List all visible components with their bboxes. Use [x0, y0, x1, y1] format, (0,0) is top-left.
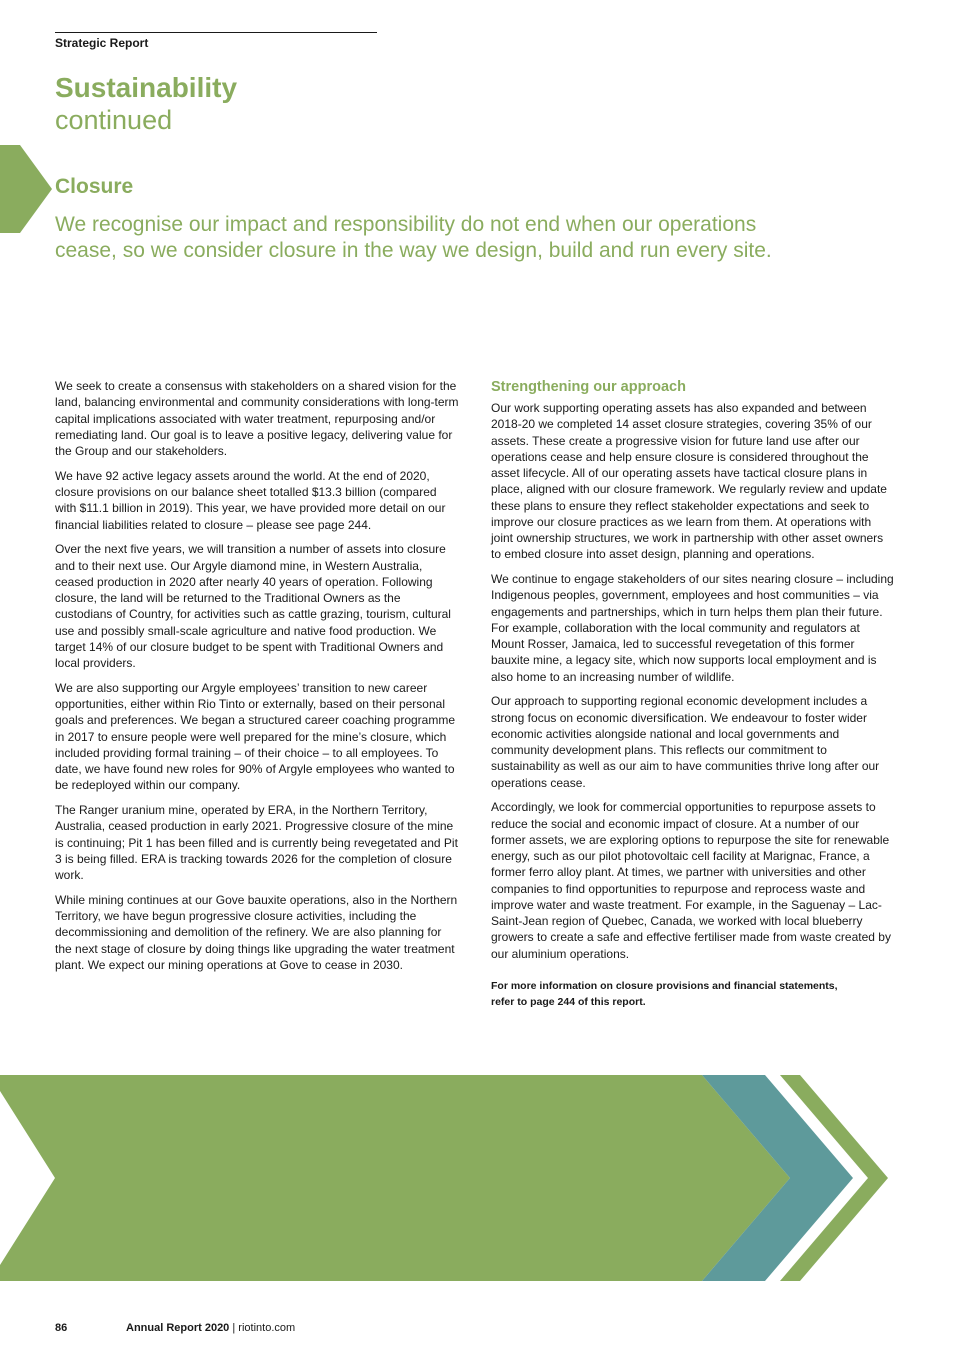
closure-intro: We recognise our impact and responsibility do not end when our operations cease, so we consider closure in the way we design, build and run every site.: [55, 213, 772, 262]
paragraph: Our approach to supporting regional economic development includes a strong focus on economic diversification. We endeavour to foster wider economic activities alongside national and local governments and community development plans. This reflects our commitment to sustainability as well as our aim to have communities thrive long after our operations cease.: [491, 694, 880, 790]
section-label: Strategic Report: [55, 36, 149, 50]
page-number: 86: [55, 1322, 68, 1334]
paragraph: We have 92 active legacy assets around the world. At the end of 2020, closure provisions on our balance sheet totalled $13.3 billion (compared with $11.1 billion in 2019). This year, we have provided more detail on our financial liabilities related to closure – please see page 244.: [55, 468, 446, 532]
right-column: [491, 378, 896, 1011]
paragraph: Accordingly, we look for commercial opportunities to repurpose assets to reduce the social and economic impact of closure. At a number of our former assets, we are exploring options to repurpose the site for renewable energy, such as our pilot photovoltaic cell facility at Marignac, France, a former ferro alloy plant. At times, we partner with universities and other companies to find opportunities to repurpose and reprocess waste and improve water and waste treatment. For example, in the Saguenay – Lac-Saint-Jean region of Quebec, Canada, we worked with local blueberry growers to create a safe and effective fertiliser made from waste created by our aluminium operations.: [491, 800, 891, 961]
more-info-note: [491, 978, 896, 1011]
chevron-right-icon: [0, 145, 52, 233]
paragraph: Our work supporting operating assets has also expanded and between 2018-20 we completed 14 asset closure strategies, covering 35% of our assets. These create a progressive vision for future land use after our operations cease and help ensure closure is considered throughout the asset lifecycle. All of our operating assets have tactical closure plans in place, aligned with our closure framework. We regularly review and update these plans to ensure they reflect stakeholder expectations and seek to improve our closure practices as we learn from them. At operations with joint ownership structures, we work in partnership with other asset owners to embed closure into asset design, planning and operations.: [491, 401, 887, 562]
decorative-banner: [0, 1075, 965, 1281]
site-link[interactable]: riotinto.com: [238, 1322, 296, 1334]
note-line: For more information on closure provisions and financial statements,: [491, 979, 838, 992]
paragraph: We seek to create a consensus with stakeholders on a shared vision for the land, balancing environmental and community considerations with long-term capital implications associated with water treatment, repurposing and/or remediating land. Our goal is to leave a positive legacy, delivering value for the Group and our stakeholders.: [55, 379, 459, 458]
page-subtitle: continued: [55, 105, 173, 135]
page-title: Sustainability: [55, 72, 238, 103]
paragraph: The Ranger uranium mine, operated by ERA, in the Northern Territory, Australia, ceased production in early 2021. Progressive closure of the mine is continuing; Pit 1 has been filled and is currently being revegetated and Pit 3 is being filled. ERA is tracking towards 2026 for the completion of closure work.: [55, 803, 458, 882]
report-name: Annual Report 2020: [126, 1322, 230, 1334]
top-rule: [55, 32, 377, 33]
paragraph: While mining continues at our Gove bauxite operations, also in the Northern Territory, we have begun progressive closure activities, including the decommissioning and demolition of the refinery. We are also planning for the next stage of closure by doing things like upgrading the water treatment plant. We expect our mining operations at Gove to cease in 2030.: [55, 892, 458, 972]
paragraph: Over the next five years, we will transition a number of assets into closure and to their next use. Our Argyle diamond mine, in Western Australia, ceased production in 2020 after nearly 40 years of operation. Following closure, the land will be returned to the Traditional Owners as the custodians of Country, for activities such as cattle grazing, tourism, cultural use and possibly small-scale agriculture and native food production. We target 14% of our closure budget to be spent with Traditional Owners and local providers.: [55, 542, 451, 670]
paragraph: We continue to engage stakeholders of our sites nearing closure – including Indigenous peoples, government, employees and host communities – via engagements and partnerships, which in turn helps them plan their future. For example, collaboration with the local community and regulators at Mount Rosser, Jamaica, led to successful revegetation of this former bauxite mine, a legacy site, which now supports local employment and is also home to an increasing number of wildlife.: [491, 572, 894, 684]
closure-heading: Closure: [55, 175, 134, 198]
footer-text: [126, 1322, 295, 1334]
footer-separator: |: [229, 1322, 239, 1334]
strengthening-heading: Strengthening our approach: [491, 379, 686, 395]
paragraph: We are also supporting our Argyle employees’ transition to new career opportunities, either within Rio Tinto or externally, based on their personal goals and preferences. We began a structured career coaching programme in 2017 to ensure people were well prepared for the mine’s closure, which included providing formal training – of their choice – to all employees. To date, we have found new roles for 90% of Argyle employees who wanted to be redeployed within our company.: [55, 680, 456, 793]
banner-green-band: [0, 1075, 790, 1281]
note-line: refer to page 244 of this report.: [491, 996, 646, 1009]
left-column: [55, 378, 460, 982]
